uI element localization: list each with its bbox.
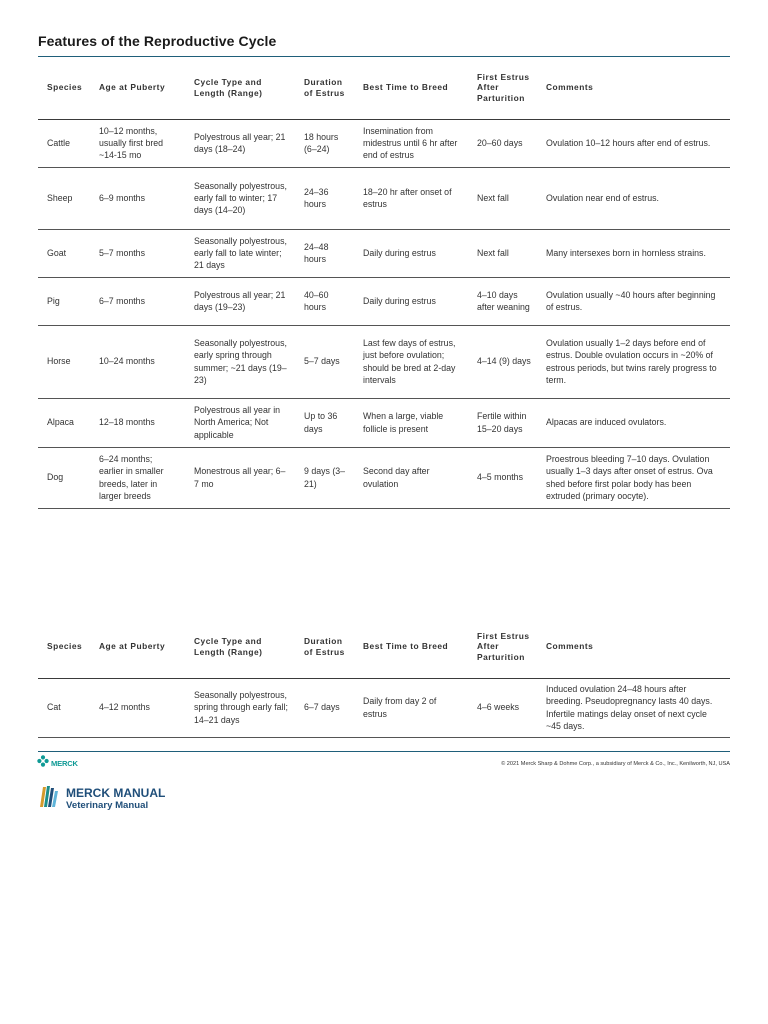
cell-duration: 6–7 days <box>304 702 340 713</box>
cell-species: Cat <box>47 702 61 713</box>
cell-species: Sheep <box>47 192 73 203</box>
cell-best-time: Daily during estrus <box>363 295 436 306</box>
page-title: Features of the Reproductive Cycle <box>38 33 277 49</box>
cell-species: Pig <box>47 295 60 306</box>
cell-cycle: Polyestrous all year in North America; Not applicable <box>194 405 281 440</box>
table-row <box>38 277 730 325</box>
cell-best-time: Last few days of estrus, just before ovulation; should be bred at 2-day intervals <box>363 338 456 385</box>
cell-best-time: Second day after ovulation <box>363 466 430 489</box>
cell-age: 6–24 months; earlier in smaller breeds, later in larger breeds <box>99 454 164 501</box>
cell-first-estrus: Next fall <box>477 247 509 258</box>
reproductive-cycle-table-continued <box>38 616 730 738</box>
cell-duration: 24–48 hours <box>304 241 329 264</box>
cell-cycle: Seasonally polyestrous, spring through early fall; 14–21 days <box>194 690 288 725</box>
table-row <box>38 678 730 737</box>
cell-duration: 40–60 hours <box>304 289 329 312</box>
merck-wordmark: MERCK <box>51 758 78 768</box>
cell-duration: 9 days (3–21) <box>304 466 346 489</box>
table-row <box>38 398 730 447</box>
merck-badge <box>37 756 78 770</box>
cell-age: 10–24 months <box>99 356 155 367</box>
cell-best-time: Insemination from midestrus until 6 hr after end of estrus <box>363 125 458 161</box>
cell-comments: Proestrous bleeding 7–10 days. Ovulation usually 1–3 days after onset of estrus. Ova shed before first polar body has been extruded (primary oocyte). <box>546 454 713 501</box>
logo-subtitle: Veterinary Manual <box>66 799 149 811</box>
column-header-duration: Duration of Estrus <box>304 77 345 98</box>
column-header-species: Species <box>47 641 83 652</box>
table-row <box>38 447 730 508</box>
column-header-age: Age at Puberty <box>99 82 166 93</box>
table-row <box>38 167 730 229</box>
cell-best-time: When a large, viable follicle is present <box>363 411 444 434</box>
column-header-species: Species <box>47 82 83 93</box>
cell-comments: Ovulation 10–12 hours after end of estrus. <box>546 137 711 148</box>
cell-comments: Alpacas are induced ovulators. <box>546 417 667 428</box>
cell-species: Cattle <box>47 137 70 148</box>
reproductive-cycle-table <box>38 57 730 509</box>
cell-age: 10–12 months, usually first bred ~14-15 mo <box>99 125 164 161</box>
cell-best-time: 18–20 hr after onset of estrus <box>363 186 452 209</box>
cell-age: 12–18 months <box>99 417 155 428</box>
cell-species: Goat <box>47 247 67 258</box>
cell-species: Horse <box>47 356 71 367</box>
column-header-cycle: Cycle Type and Length (Range) <box>194 636 263 657</box>
table-row <box>38 325 730 398</box>
cell-first-estrus: Next fall <box>477 192 509 203</box>
footer-divider <box>38 751 730 752</box>
column-header-duration: Duration of Estrus <box>304 636 345 657</box>
cell-first-estrus: 4–5 months <box>477 472 523 483</box>
cell-comments: Ovulation near end of estrus. <box>546 192 659 203</box>
cell-comments: Ovulation usually ~40 hours after beginning of estrus. <box>546 289 716 312</box>
table-row <box>38 119 730 167</box>
manual-book-icon <box>38 783 60 814</box>
cell-age: 6–9 months <box>99 192 145 203</box>
column-header-comments: Comments <box>546 641 594 652</box>
cell-cycle: Monestrous all year; 6–7 mo <box>194 466 286 489</box>
table-header-row <box>38 57 730 119</box>
cell-comments: Ovulation usually 1–2 days before end of estrus. Double ovulation occurs in ~20% of estrous periods, but twins rarely progress to term. <box>546 338 717 385</box>
cell-first-estrus: 20–60 days <box>477 137 523 148</box>
cell-first-estrus: Fertile within 15–20 days <box>477 411 527 434</box>
column-header-age: Age at Puberty <box>99 641 166 652</box>
cell-best-time: Daily during estrus <box>363 247 436 258</box>
column-header-first-estrus: First Estrus After Parturition <box>477 71 530 104</box>
cell-cycle: Seasonally polyestrous, early fall to late winter; 21 days <box>194 235 287 271</box>
cell-duration: 5–7 days <box>304 356 340 367</box>
cell-cycle: Polyestrous all year; 21 days (18–24) <box>194 131 286 154</box>
cell-cycle: Seasonally polyestrous, early fall to winter; 17 days (14–20) <box>194 180 287 216</box>
cell-age: 6–7 months <box>99 295 145 306</box>
cell-duration: 18 hours (6–24) <box>304 131 339 154</box>
cell-age: 5–7 months <box>99 247 145 258</box>
merck-manual-logo <box>38 783 165 814</box>
copyright-notice: © 2021 Merck Sharp & Dohme Corp., a subsidiary of Merck & Co., Inc., Kenilworth, NJ, USA <box>501 761 730 767</box>
merck-logo-icon <box>37 754 49 772</box>
cell-age: 4–12 months <box>99 702 150 713</box>
column-header-best-time: Best Time to Breed <box>363 82 449 93</box>
cell-cycle: Polyestrous all year; 21 days (19–23) <box>194 289 286 312</box>
cell-best-time: Daily from day 2 of estrus <box>363 696 437 719</box>
cell-duration: 24–36 hours <box>304 186 329 209</box>
column-header-cycle: Cycle Type and Length (Range) <box>194 77 263 98</box>
cell-species: Alpaca <box>47 417 74 428</box>
cell-first-estrus: 4–6 weeks <box>477 702 520 713</box>
column-header-best-time: Best Time to Breed <box>363 641 449 652</box>
cell-duration: Up to 36 days <box>304 411 338 434</box>
cell-species: Dog <box>47 472 64 483</box>
cell-comments: Induced ovulation 24–48 hours after breeding. Pseudopregnancy lasts 40 days. Infertile matings delay onset of next cycle ~45 days. <box>546 684 713 731</box>
cell-comments: Many intersexes born in hornless strains. <box>546 247 706 258</box>
column-header-comments: Comments <box>546 82 594 93</box>
table-header-row <box>38 616 730 678</box>
table-row <box>38 229 730 277</box>
column-header-first-estrus: First Estrus After Parturition <box>477 630 530 663</box>
cell-first-estrus: 4–10 days after weaning <box>477 289 530 312</box>
cell-cycle: Seasonally polyestrous, early spring through summer; ~21 days (19–23) <box>194 338 287 385</box>
logo-title: MERCK MANUAL <box>66 785 166 800</box>
cell-first-estrus: 4–14 (9) days <box>477 356 531 367</box>
